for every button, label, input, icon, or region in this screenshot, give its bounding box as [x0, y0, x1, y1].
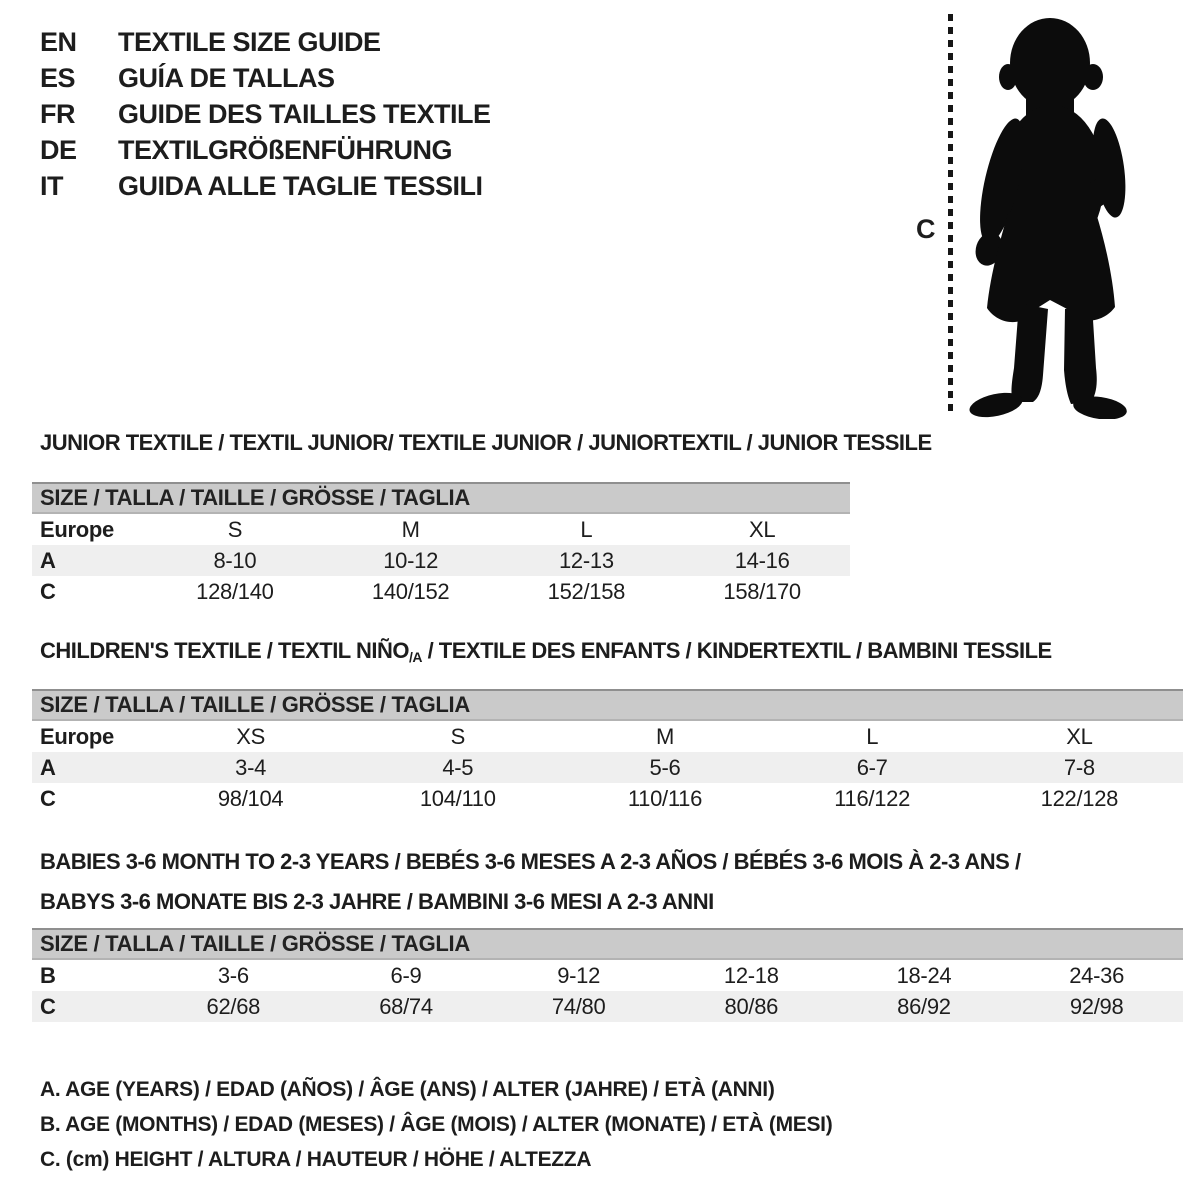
- age-cell: 8-10: [147, 545, 323, 576]
- baby-silhouette-icon: [962, 13, 1140, 419]
- babies-title-line1: BABIES 3-6 MONTH TO 2-3 YEARS / BEBÉS 3-6 MESES A 2-3 AÑOS / BÉBÉS 3-6 MOIS À 2-3 ANS /: [40, 849, 1021, 874]
- lang-row-de: [40, 132, 491, 168]
- table-row: [32, 991, 1183, 1022]
- legend-line-b: B. AGE (MONTHS) / EDAD (MESES) / ÂGE (MOIS) / ALTER (MONATE) / ETÀ (MESI): [40, 1113, 833, 1136]
- legend-line-c: C. (cm) HEIGHT / ALTURA / HAUTEUR / HÖHE / ALTEZZA: [40, 1148, 592, 1171]
- children-size-header: SIZE / TALLA / TAILLE / GRÖSSE / TAGLIA: [32, 690, 1183, 720]
- size-cell: XL: [748, 516, 776, 542]
- row-label: C: [32, 991, 147, 1022]
- lang-code-de: DE: [40, 134, 77, 165]
- height-cell: 110/116: [627, 785, 703, 811]
- row-label: C: [40, 785, 56, 811]
- height-cell: 152/158: [547, 578, 626, 604]
- row-label: A: [32, 545, 147, 576]
- guide-title-de: TEXTILGRÖßENFÜHRUNG: [118, 134, 452, 165]
- row-label: Europe: [40, 516, 114, 542]
- height-cell: 128/140: [196, 578, 274, 604]
- height-cell: 116/122: [834, 785, 911, 811]
- height-cell: 74/80: [492, 991, 665, 1022]
- lang-row-it: [40, 168, 491, 204]
- height-cell: 86/92: [838, 991, 1011, 1022]
- lang-row-fr: [40, 96, 491, 132]
- junior-size-header-row: [32, 483, 850, 513]
- guide-title-en: TEXTILE SIZE GUIDE: [118, 26, 381, 57]
- months-cell: 12-18: [723, 962, 779, 988]
- legend-line-a: A. AGE (YEARS) / EDAD (AÑOS) / ÂGE (ANS) / ALTER (JAHRE) / ETÀ (ANNI): [40, 1078, 775, 1101]
- age-cell: 6-7: [769, 752, 976, 783]
- lang-code-en: EN: [40, 26, 77, 57]
- babies-size-table: [32, 928, 1183, 1022]
- children-size-header-row: [32, 690, 1183, 720]
- months-cell: 9-12: [557, 962, 601, 988]
- months-cell: 18-24: [896, 962, 952, 988]
- height-cell: 140/152: [371, 578, 450, 604]
- legend: [40, 1072, 832, 1177]
- size-cell: M: [655, 723, 674, 749]
- size-cell: M: [401, 516, 420, 542]
- age-cell: 3-4: [147, 752, 354, 783]
- babies-size-header-row: [32, 929, 1183, 959]
- size-cell: XL: [1066, 723, 1093, 749]
- height-cell: 62/68: [147, 991, 320, 1022]
- babies-title-line2: BABYS 3-6 MONATE BIS 2-3 JAHRE / BAMBINI 3-6 MESI A 2-3 ANNI: [40, 889, 714, 914]
- age-cell: 14-16: [674, 545, 850, 576]
- children-section-title: [40, 638, 1052, 665]
- row-label: Europe: [40, 723, 114, 749]
- size-cell: S: [450, 723, 465, 749]
- lang-code-it: IT: [40, 170, 63, 201]
- size-cell: L: [580, 516, 593, 542]
- age-cell: 12-13: [499, 545, 675, 576]
- babies-section-title: [40, 842, 1021, 922]
- size-cell: XS: [236, 723, 265, 749]
- junior-section-title: JUNIOR TEXTILE / TEXTIL JUNIOR/ TEXTILE JUNIOR / JUNIORTEXTIL / JUNIOR TESSILE: [40, 430, 932, 455]
- size-cell: L: [866, 723, 879, 749]
- age-cell: 7-8: [976, 752, 1183, 783]
- table-row: [32, 545, 850, 576]
- height-cell: 122/128: [1040, 785, 1119, 811]
- height-measure-label: C: [916, 214, 936, 244]
- guide-title-es: GUÍA DE TALLAS: [118, 62, 335, 93]
- babies-size-header: SIZE / TALLA / TAILLE / GRÖSSE / TAGLIA: [32, 929, 1183, 959]
- height-cell: 92/98: [1010, 991, 1183, 1022]
- age-cell: 4-5: [354, 752, 561, 783]
- height-cell: 158/170: [723, 578, 801, 604]
- table-row: [32, 783, 1183, 814]
- row-label: B: [40, 962, 56, 988]
- row-label: C: [40, 578, 56, 604]
- children-size-table: [32, 689, 1183, 814]
- age-cell: 5-6: [561, 752, 768, 783]
- guide-title-fr: GUIDE DES TAILLES TEXTILE: [118, 98, 491, 129]
- months-cell: 24-36: [1069, 962, 1125, 988]
- age-cell: 10-12: [323, 545, 499, 576]
- junior-size-header: SIZE / TALLA / TAILLE / GRÖSSE / TAGLIA: [32, 483, 850, 513]
- table-row: [32, 513, 850, 545]
- table-row: [32, 576, 850, 607]
- children-title-suffix: / TEXTILE DES ENFANTS / KINDERTEXTIL / BAMBINI TESSILE: [421, 638, 1052, 663]
- height-measure-dashed-line: [948, 14, 953, 416]
- junior-size-table: [32, 482, 850, 607]
- row-label: A: [32, 752, 147, 783]
- months-cell: 6-9: [390, 962, 422, 988]
- table-row: [32, 959, 1183, 991]
- height-cell: 80/86: [665, 991, 838, 1022]
- guide-title-it: GUIDA ALLE TAGLIE TESSILI: [118, 170, 483, 201]
- language-header: [40, 24, 491, 204]
- height-cell: 104/110: [419, 785, 496, 811]
- lang-row-es: [40, 60, 491, 96]
- table-row: [32, 720, 1183, 752]
- lang-code-es: ES: [40, 62, 76, 93]
- lang-row-en: [40, 24, 491, 60]
- months-cell: 3-6: [217, 962, 249, 988]
- children-title-sub: /A: [408, 649, 422, 665]
- size-cell: S: [227, 516, 243, 542]
- table-row: [32, 752, 1183, 783]
- lang-code-fr: FR: [40, 98, 75, 129]
- height-cell: 98/104: [217, 785, 284, 811]
- height-cell: 68/74: [320, 991, 493, 1022]
- children-title-prefix: CHILDREN'S TEXTILE / TEXTIL NIÑO: [40, 638, 409, 663]
